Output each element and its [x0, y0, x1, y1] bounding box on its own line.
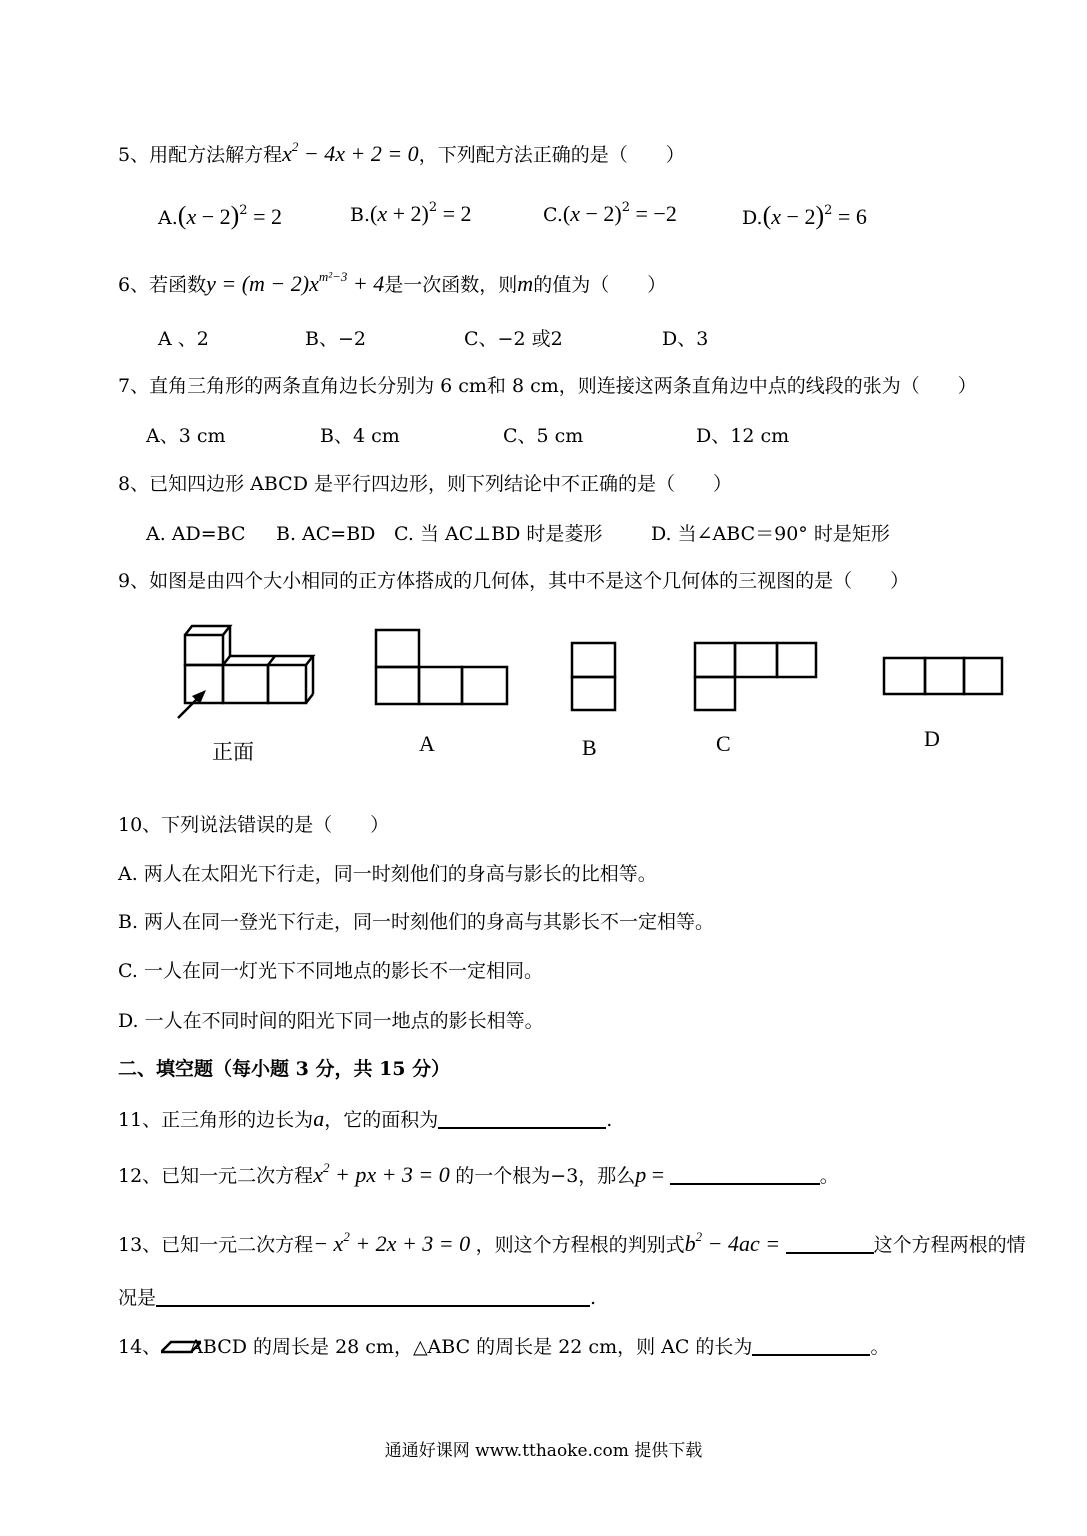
q6-option-c: C、−2 或2 — [464, 328, 563, 350]
q6-suffix: 的值为（ ） — [533, 274, 667, 296]
q6-option-d: D、3 — [662, 328, 709, 350]
q6-option-b: B、−2 — [305, 328, 366, 350]
q12-answer-blank[interactable] — [670, 1165, 820, 1185]
q6-option-a: A 、2 — [158, 328, 209, 350]
label-c: C — [716, 731, 731, 756]
q10-option-b: B. 两人在同一登光下行走，同一时刻他们的身高与其影长不一定相等。 — [118, 911, 715, 933]
q11-answer-blank[interactable] — [438, 1109, 606, 1129]
q5-option-c: $C.(x - 2)^2 = -2$ — [543, 200, 677, 226]
q10-option-d: D. 一人在不同时间的阳光下同一地点的影长相等。 — [118, 1010, 544, 1032]
q5-prefix: 5、用配方法解方程 — [118, 144, 283, 166]
view-a — [374, 628, 512, 708]
q5-equation: $x^2 - 4x + 2 = 0$ — [282, 139, 419, 166]
question-14: 14、 ABCD 的周长是 28 cm，△ABC 的周长是 22 cm，则 AC 的长为 。 — [118, 1336, 890, 1358]
q7-option-a: A、3 cm — [146, 425, 226, 447]
q8-option-b: B. AC=BD — [276, 523, 376, 545]
label-b: B — [582, 735, 597, 760]
q10-option-c: C. 一人在同一灯光下不同地点的影长不一定相同。 — [118, 960, 543, 982]
q6-function: $y = (m - 2)x^{m^2-3} + 4$ — [206, 269, 385, 296]
q8-option-c: C. 当 AC⊥BD 时是菱形 — [394, 523, 603, 545]
q7-option-c: C、5 cm — [503, 425, 584, 447]
q8-option-d: D. 当∠ABC＝90° 时是矩形 — [651, 523, 890, 545]
question-13: 13、已知一元二次方程− $x^2 + 2x + 3 = 0$ ，则这个方程根的判别式$b^2 - 4ac$ = 这个方程两根的情 — [118, 1229, 1026, 1256]
q6-prefix: 6、若函数 — [118, 274, 207, 296]
question-5 — [118, 139, 685, 166]
question-9: 9、如图是由四个大小相同的正方体搭成的几何体，其中不是这个几何体的三视图的是（ ） — [118, 570, 910, 592]
question-6: 6、若函数$y = (m - 2)x^{m^2-3} + 4$是一次函数，则m的值为（ ） — [118, 269, 667, 296]
label-front: 正面 — [212, 740, 254, 764]
question-8: 8、已知四边形 ABCD 是平行四边形，则下列结论中不正确的是（ ） — [118, 473, 732, 495]
page-footer: 通通好课网 www.tthaoke.com 提供下载 — [384, 1441, 703, 1461]
q5-option-d: $D.(x - 2)^2 = 6$ — [742, 201, 867, 230]
q10-option-a: A. 两人在太阳光下行走，同一时刻他们的身高与影长的比相等。 — [118, 863, 657, 885]
question-7: 7、直角三角形的两条直角边长分别为 6 cm和 8 cm，则连接这两条直角边中点的线段的张为（ ） — [118, 375, 977, 397]
label-a: A — [419, 731, 435, 756]
view-d — [882, 656, 1006, 698]
q5-option-b: $B.(x + 2)^2 = 2$ — [350, 200, 472, 226]
question-13-line2: 况是 . — [118, 1287, 597, 1309]
question-12: 12、已知一元二次方程$x^2$ + px + 3 = 0 的一个根为−3，那么p = 。 — [118, 1160, 839, 1187]
q6-mid: 是一次函数，则 — [384, 274, 518, 296]
view-c — [693, 641, 819, 713]
section-2-heading: 二、填空题（每小题 3 分，共 15 分） — [118, 1058, 451, 1080]
label-d: D — [924, 726, 940, 751]
question-10: 10、下列说法错误的是（ ） — [118, 814, 390, 836]
q13-roots-blank[interactable] — [156, 1287, 590, 1307]
view-b — [570, 641, 618, 713]
q7-option-d: D、12 cm — [696, 425, 790, 447]
q5-suffix: ，下列配方法正确的是（ ） — [418, 144, 685, 166]
question-11: 11、正三角形的边长为a，它的面积为 . — [118, 1106, 613, 1131]
q7-option-b: B、4 cm — [320, 425, 400, 447]
q13-discriminant-blank[interactable] — [786, 1234, 874, 1254]
q14-answer-blank[interactable] — [752, 1336, 870, 1356]
q5-option-a: $A.(x - 2)^2 = 2$ — [158, 201, 282, 230]
solid-figure — [170, 620, 330, 725]
q8-option-a: A. AD=BC — [146, 523, 246, 545]
